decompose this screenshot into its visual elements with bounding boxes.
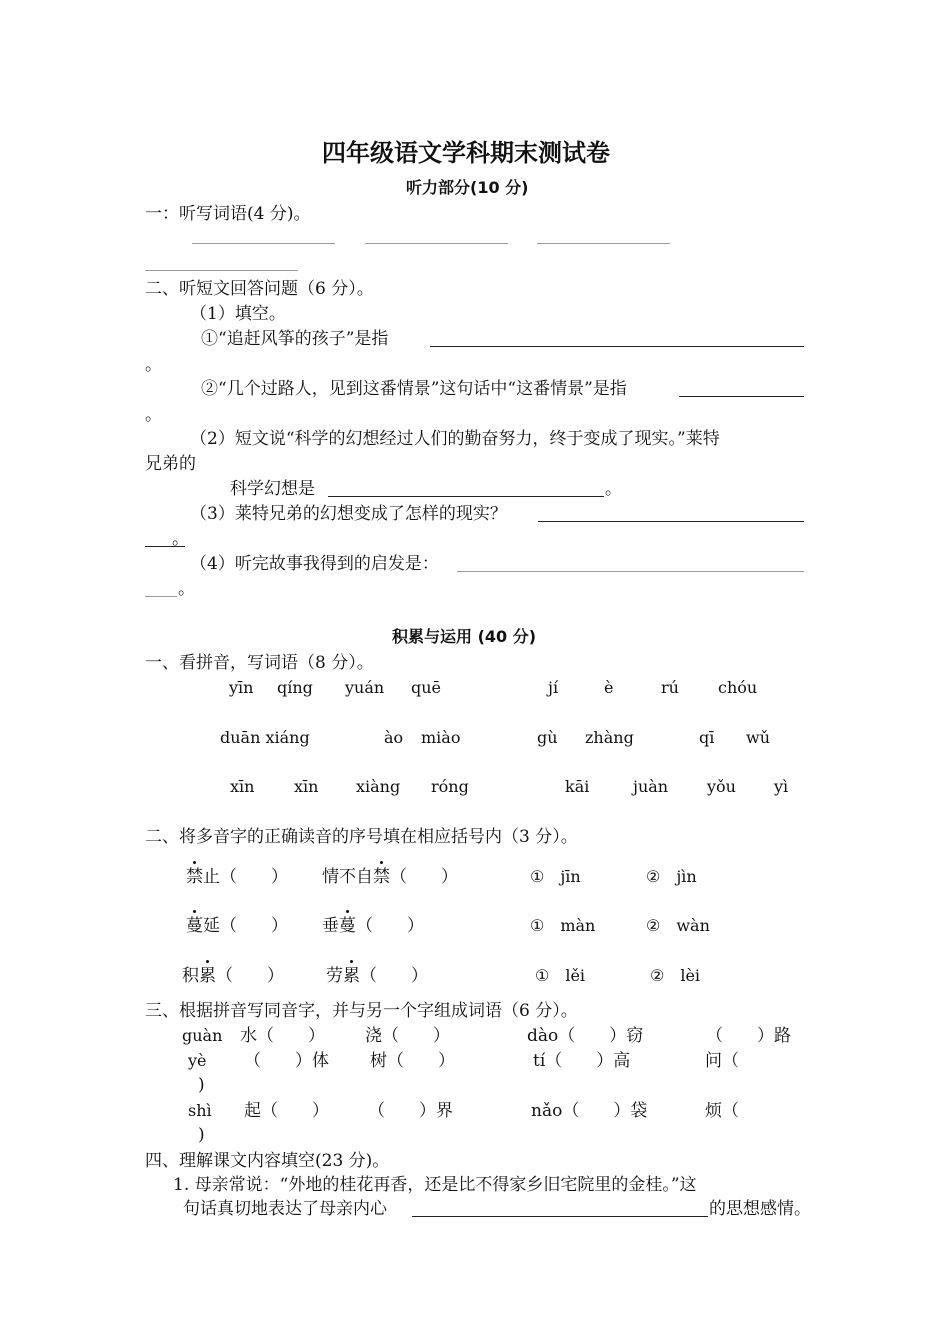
pinyin-item: quē — [411, 678, 442, 697]
homophone-pinyin: guàn — [182, 1026, 223, 1045]
pinyin-item: kāi — [565, 777, 590, 796]
reading-option: ① lěi — [535, 966, 586, 985]
answer-blank[interactable] — [537, 243, 670, 244]
answer-blank[interactable] — [538, 521, 804, 522]
pinyin-item: yǒu — [707, 777, 736, 796]
pinyin-item: róng — [431, 777, 469, 796]
homophone-pinyin: yè — [188, 1051, 207, 1070]
pinyin-item: yīn — [229, 678, 254, 697]
polyphonic-word: 积累（ ） — [182, 966, 284, 986]
subquestion-1a: ①“追赶风筝的孩子”是指 — [201, 329, 389, 349]
polyphonic-word: 蔓延（ ） — [186, 916, 288, 936]
homophone-pinyin: shì — [188, 1101, 212, 1120]
answer-blank[interactable] — [430, 346, 804, 347]
homophone-blank: 水（ ） — [240, 1026, 325, 1046]
reading-option: ② lèi — [650, 966, 701, 985]
pinyin-item: xīn — [294, 777, 319, 796]
polyphonic-word: 情不自禁（ ） — [322, 867, 458, 887]
text-fill-item-1-cont: 句话真切地表达了母亲内心 — [183, 1199, 387, 1219]
period-mark: 。 — [145, 405, 162, 425]
section-listening-heading: 听力部分(10 分) — [406, 178, 529, 197]
homophone-blank: dào（ ）窃 — [527, 1026, 644, 1046]
period-mark: 。 — [605, 479, 622, 499]
pinyin-item: rú — [661, 678, 679, 697]
answer-blank[interactable] — [412, 1216, 708, 1217]
pinyin-item: juàn — [633, 777, 669, 796]
pinyin-item: jí — [548, 678, 559, 697]
homophone-blank: tí（ ）高 — [533, 1051, 631, 1071]
pinyin-item: duān xiáng — [220, 728, 310, 747]
polyphonic-word: 禁止（ ） — [186, 867, 288, 887]
answer-blank[interactable] — [145, 596, 177, 597]
question-homophones: 三、根据拼音写同音字，并与另一个字组成词语（6 分）。 — [145, 1001, 578, 1021]
subquestion-fill: （1）填空。 — [190, 304, 286, 324]
homophone-blank: （ ）体 — [244, 1051, 329, 1071]
pinyin-item: xīn — [230, 777, 255, 796]
pinyin-item: wǔ — [746, 728, 770, 747]
pinyin-item: zhàng — [585, 728, 634, 747]
question-pinyin: 一、看拼音，写词语（8 分）。 — [145, 653, 374, 673]
pinyin-item: yì — [774, 777, 789, 796]
pinyin-item: qíng — [277, 678, 313, 697]
pinyin-item: gù — [537, 728, 558, 747]
question-short-passage: 二、听短文回答问题（6 分）。 — [145, 279, 374, 299]
bracket-close: ) — [198, 1125, 205, 1145]
subquestion-4: （4）听完故事我得到的启发是： — [190, 554, 439, 574]
period-mark: 。 — [172, 529, 189, 549]
homophone-blank: 起（ ） — [244, 1101, 329, 1121]
text-fill-item-1-end: 的思想感情。 — [709, 1199, 811, 1219]
reading-option: ② wàn — [646, 916, 710, 935]
answer-blank[interactable] — [365, 243, 508, 244]
pinyin-item: qī — [699, 728, 715, 747]
period-mark: 。 — [145, 355, 162, 375]
homophone-blank: 问（ — [705, 1051, 739, 1071]
subquestion-2-prompt: 科学幻想是 — [230, 479, 315, 499]
pinyin-item: chóu — [718, 678, 758, 697]
reading-option: ① màn — [530, 916, 596, 935]
homophone-blank: 浇（ ） — [365, 1026, 450, 1046]
homophone-blank: 树（ ） — [370, 1051, 455, 1071]
question-text-fill: 四、理解课文内容填空(23 分)。 — [145, 1151, 390, 1171]
pinyin-item: è — [604, 678, 614, 697]
bracket-close: ) — [198, 1075, 205, 1095]
pinyin-item: xiàng — [356, 777, 401, 796]
answer-blank[interactable] — [145, 270, 298, 271]
answer-blank[interactable] — [679, 396, 804, 397]
polyphonic-word: 垂蔓（ ） — [322, 916, 424, 936]
homophone-blank: nǎo（ ）袋 — [531, 1101, 648, 1121]
subquestion-2-cont: 兄弟的 — [145, 454, 196, 474]
polyphonic-word: 劳累（ ） — [326, 966, 428, 986]
section-accumulation-heading: 积累与运用 (40 分) — [392, 627, 537, 646]
answer-blank[interactable] — [457, 571, 804, 572]
answer-blank[interactable] — [192, 243, 335, 244]
pinyin-item: yuán — [345, 678, 385, 697]
homophone-blank: （ ）界 — [368, 1101, 453, 1121]
subquestion-3: （3）莱特兄弟的幻想变成了怎样的现实？ — [190, 504, 507, 524]
period-mark: 。 — [178, 579, 195, 599]
homophone-blank: 烦（ — [705, 1101, 739, 1121]
reading-option: ② jìn — [646, 867, 697, 886]
answer-blank[interactable] — [328, 496, 604, 497]
pinyin-item: miào — [421, 728, 461, 747]
pinyin-item: ào — [384, 728, 404, 747]
page-title: 四年级语文学科期末测试卷 — [322, 139, 610, 167]
subquestion-2: （2）短文说“科学的幻想经过人们的勤奋努力，终于变成了现实。”莱特 — [190, 429, 720, 449]
homophone-blank: （ ）路 — [706, 1026, 791, 1046]
question-dictation: 一：听写词语(4 分)。 — [145, 204, 311, 224]
text-fill-item-1: 1. 母亲常说：“外地的桂花再香，还是比不得家乡旧宅院里的金桂。”这 — [173, 1175, 697, 1195]
subquestion-1b: ②“几个过路人，见到这番情景”这句话中“这番情景”是指 — [201, 379, 627, 399]
reading-option: ① jīn — [530, 867, 581, 886]
question-polyphonic: 二、将多音字的正确读音的序号填在相应括号内（3 分）。 — [145, 827, 578, 847]
